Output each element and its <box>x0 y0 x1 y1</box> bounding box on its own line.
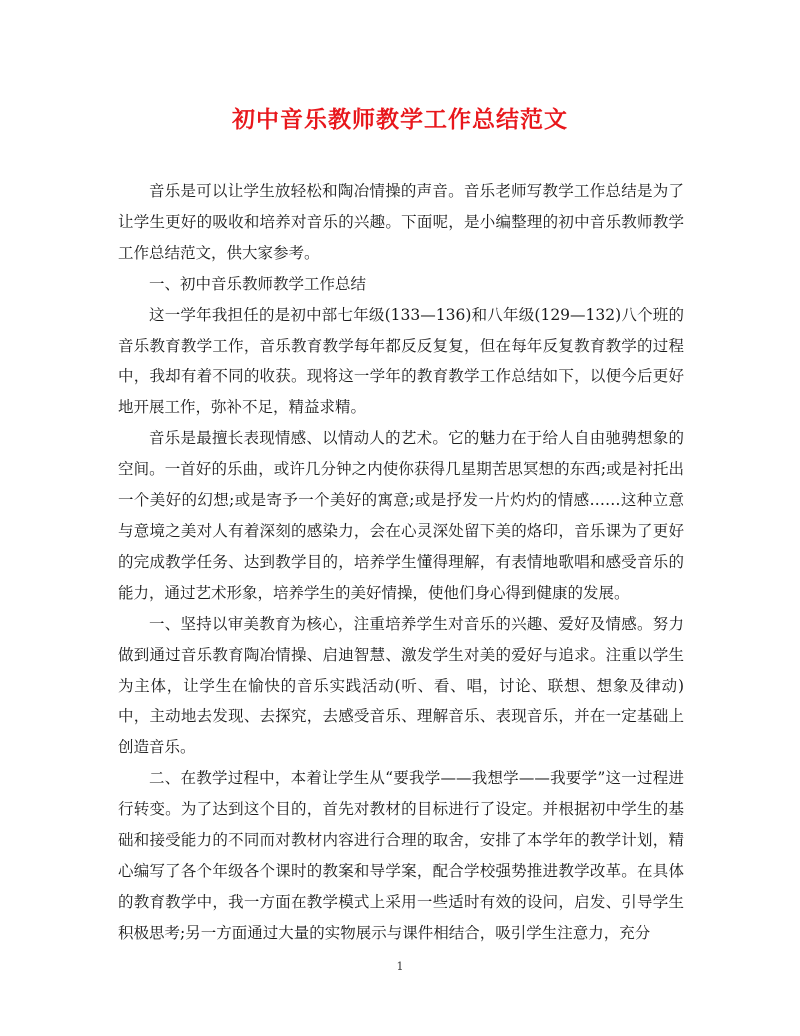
document-title: 初中音乐教师教学工作总结范文 <box>232 106 568 133</box>
section-heading: 一、初中音乐教师教学工作总结 <box>149 274 367 293</box>
intro-paragraph: 音乐是可以让学生放轻松和陶冶情操的声音。音乐老师写教学工作总结是为了让学生更好的吸收和培养对音乐的兴趣。下面呢，是小编整理的初中音乐教师教学工作总结范文，供大家参考。 <box>118 182 684 262</box>
body-paragraph: 这一学年我担任的是初中部七年级(133—136)和八年级(129—132)八个班的音乐教育教学工作，音乐教育教学每年都反反复复，但在每年反复教育教学的过程中，我却有着不同的收获。现将这一学年的教育教学工作总结如下，以便今后更好地开展工作，弥补不足，精益求精。 <box>118 305 684 417</box>
body-paragraph: 音乐是最擅长表现情感、以情动人的艺术。它的魅力在于给人自由驰骋想象的空间。一首好的乐曲，或许几分钟之内使你获得几星期苦思冥想的东西;或是衬托出一个美好的幻想;或是寄予一个美好的寓意;或是抒发一片灼灼的情感……这种立意与意境之美对人有着深刻的感染力，会在心灵深处留下美的烙印，音乐课为了更好的完成教学任务、达到教学目的，培养学生懂得理解，有表情地歌唱和感受音乐的能力，通过艺术形象，培养学生的美好情操，使他们身心得到健康的发展。 <box>118 429 684 602</box>
body-paragraph: 二、在教学过程中，本着让学生从“要我学——我想学——我要学”这一过程进行转变。为了达到这个目的，首先对教材的目标进行了设定。并根据初中学生的基础和接受能力的不同而对教材内容进行合理的取舍，安排了本学年的教学计划，精心编写了各个年级各个课时的教案和导学案，配合学校强势推进教学改革。在具体的教育教学中，我一方面在教学模式上采用一些适时有效的设问，启发、引导学生积极思考;另一方面通过大量的实物展示与课件相结合，吸引学生注意力，充分 <box>118 769 684 942</box>
document-body <box>118 176 684 949</box>
body-paragraph: 一、坚持以审美教育为核心，注重培养学生对音乐的兴趣、爱好及情感。努力做到通过音乐教育陶冶情操、启迪智慧、激发学生对美的爱好与追求。注重以学生为主体，让学生在愉快的音乐实践活动(听、看、唱，讨论、联想、想象及律动)中，主动地去发现、去探究，去感受音乐、理解音乐、表现音乐，并在一定基础上创造音乐。 <box>118 614 684 757</box>
page-number: 1 <box>396 960 404 973</box>
